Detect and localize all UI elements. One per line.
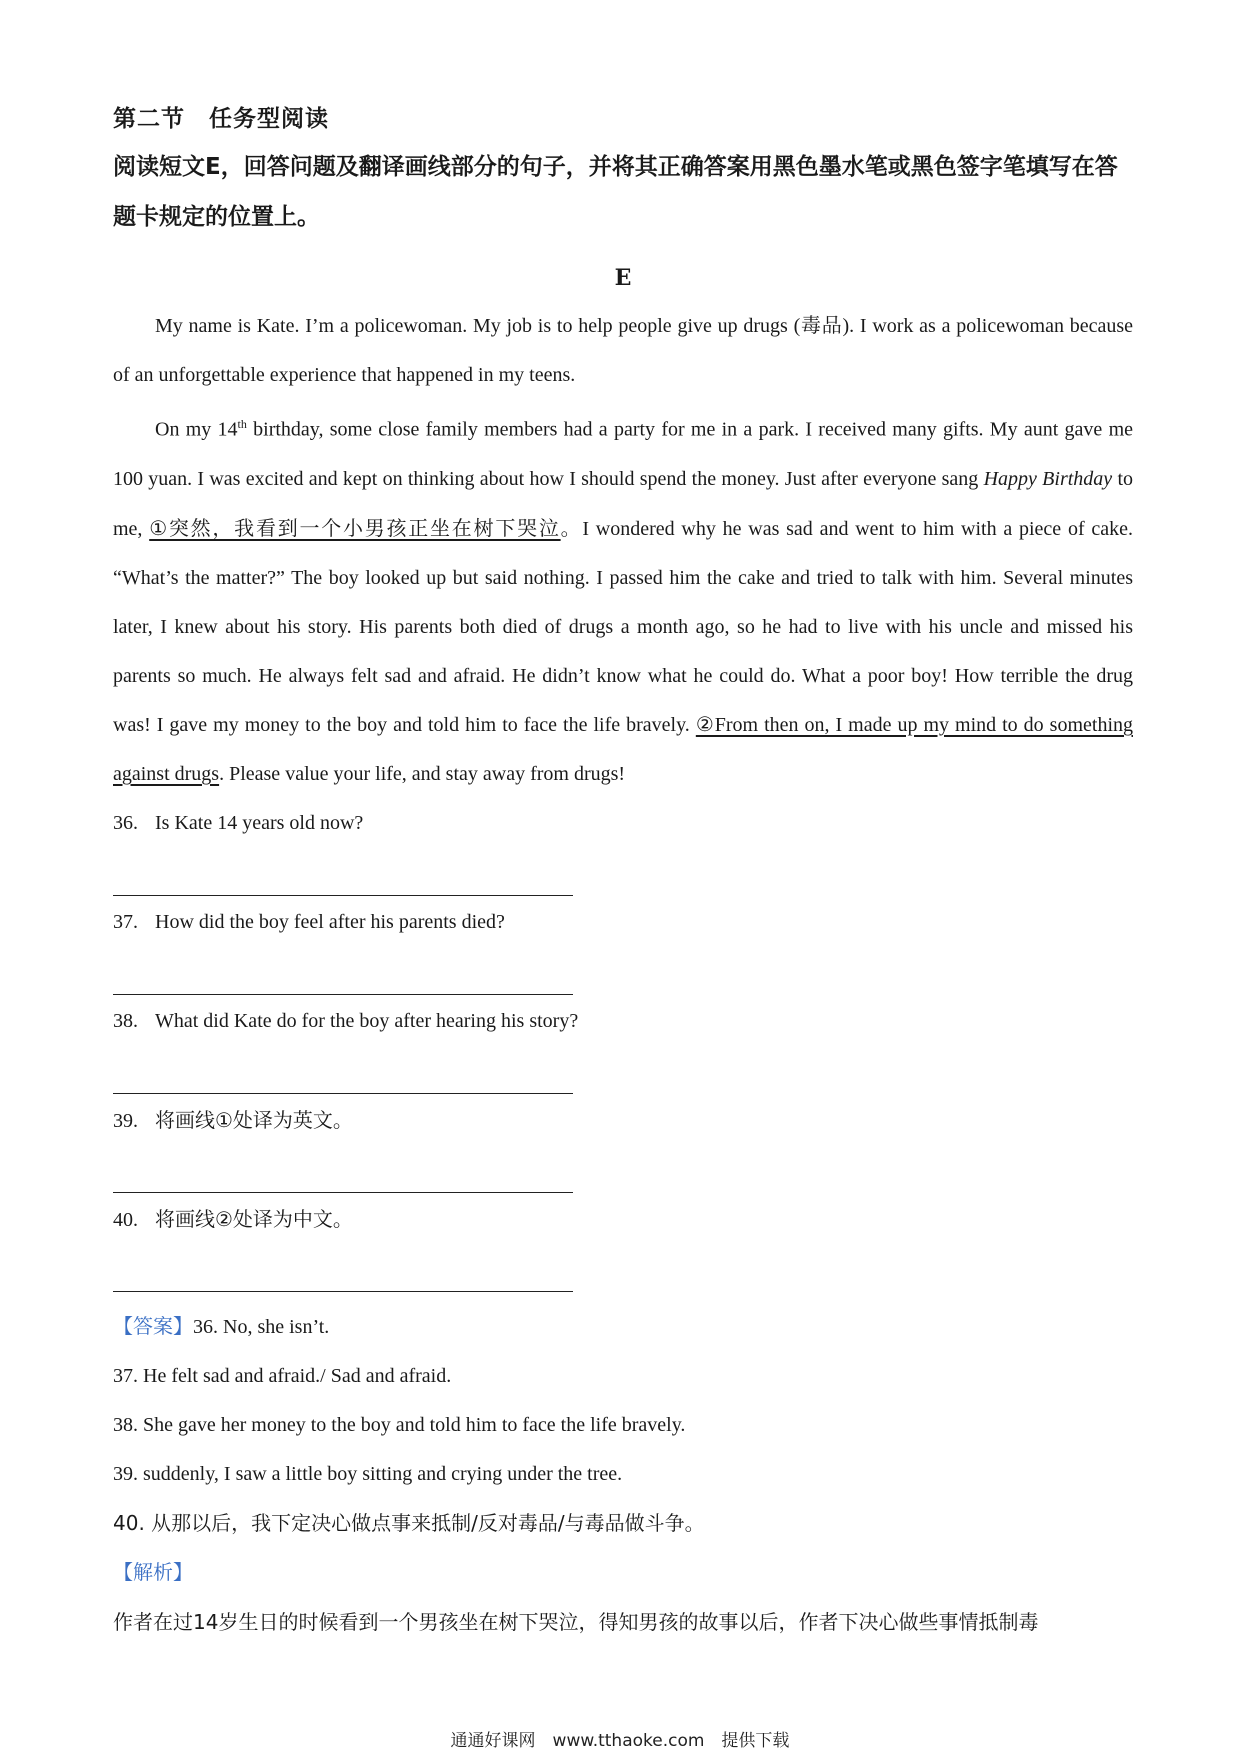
analysis-tag: 【解析】 [113,1559,193,1584]
p2-text-c: to me, [113,467,1133,540]
question-39 [113,1096,1133,1193]
answer-38: 38. She gave her money to the boy and told him to face the life bravely. [113,1413,686,1436]
document-page [113,96,1133,1647]
passage-title: E [614,265,632,291]
underlined-sentence-1: ①突然，我看到一个小男孩正坐在树下哭泣 [149,515,561,540]
answer-section [113,1302,1133,1647]
answer-37: 37. He felt sad and afraid./ Sad and afraid. [113,1364,452,1387]
passage-paragraph-1: My name is Kate. I’m a policewoman. My job is to help people give up drugs (毒品). I work as a policewoman because of an unforgettable experience that happened in my teens. [113,315,1133,386]
question-number: 37. [113,910,138,933]
answer-blank-40[interactable] [113,1243,573,1292]
question-number: 40. [113,1208,138,1231]
question-38 [113,997,1133,1094]
question-text: How did the boy feel after his parents died? [155,910,505,933]
question-text: Is Kate 14 years old now? [155,811,364,834]
answer-39: 39. suddenly, I saw a little boy sitting and crying under the tree. [113,1462,623,1485]
question-text: 将画线②处译为中文。 [155,1206,353,1231]
answer-40: 40. 从那以后，我下定决心做点事来抵制/反对毒品/与毒品做斗争。 [113,1510,705,1535]
question-text: What did Kate do for the boy after hearing his story? [155,1009,579,1032]
p2-text-d: 。I wondered why he was sad and went to him with a piece of cake. “What’s the matter?” The boy looked up but said nothing. I passed him the cake and tried to talk with him. Several minutes later, I knew about his story. His parents both died of drugs a month ago, so he had to live with his uncle and missed his parents so much. He always felt sad and afraid. He didn’t know what he could do. What a poor boy! How terrible the drug was! I gave my money to the boy and told him to face the life bravely. [113,517,1133,736]
question-40 [113,1195,1133,1292]
question-36 [113,799,1133,896]
passage-paragraph-2 [113,400,1133,799]
section-title: 第二节 任务型阅读 [113,106,329,132]
p2-text-b: birthday, some close family members had a party for me in a park. I received many gifts. My aunt gave me 100 yuan. I was excited and kept on thinking about how I should spend the money. Just after everyone sang [113,418,1134,490]
question-number: 38. [113,1009,138,1032]
p2-text-e: . Please value your life, and stay away from drugs! [219,762,626,785]
underlined-sentence-2: ②From then on, I made up my mind to do something against drugs [113,713,1133,785]
answer-36: 36. No, she isn’t. [193,1315,330,1338]
instruction-text: 阅读短文E，回答问题及翻译画线部分的句子，并将其正确答案用黑色墨水笔或黑色签字笔填写在答题卡规定的位置上。 [113,154,1118,230]
answer-blank-39[interactable] [113,1144,573,1193]
question-number: 36. [113,811,138,834]
answer-blank-36[interactable] [113,847,573,896]
question-number: 39. [113,1109,138,1132]
p2-superscript: th [237,417,247,431]
footer-watermark: 通通好课网 www.tthaoke.com 提供下载 [450,1731,790,1751]
p2-text-a: On my 14 [155,418,238,441]
question-list [113,799,1133,1292]
answer-blank-38[interactable] [113,1045,573,1094]
analysis-text: 作者在过14岁生日的时候看到一个男孩坐在树下哭泣，得知男孩的故事以后，作者下决心做些事情抵制毒 [113,1609,1039,1634]
answer-blank-37[interactable] [113,946,573,995]
answer-tag: 【答案】 [113,1313,193,1338]
question-37 [113,898,1133,995]
question-text: 将画线①处译为英文。 [155,1107,353,1132]
song-title: Happy Birthday [983,467,1113,490]
